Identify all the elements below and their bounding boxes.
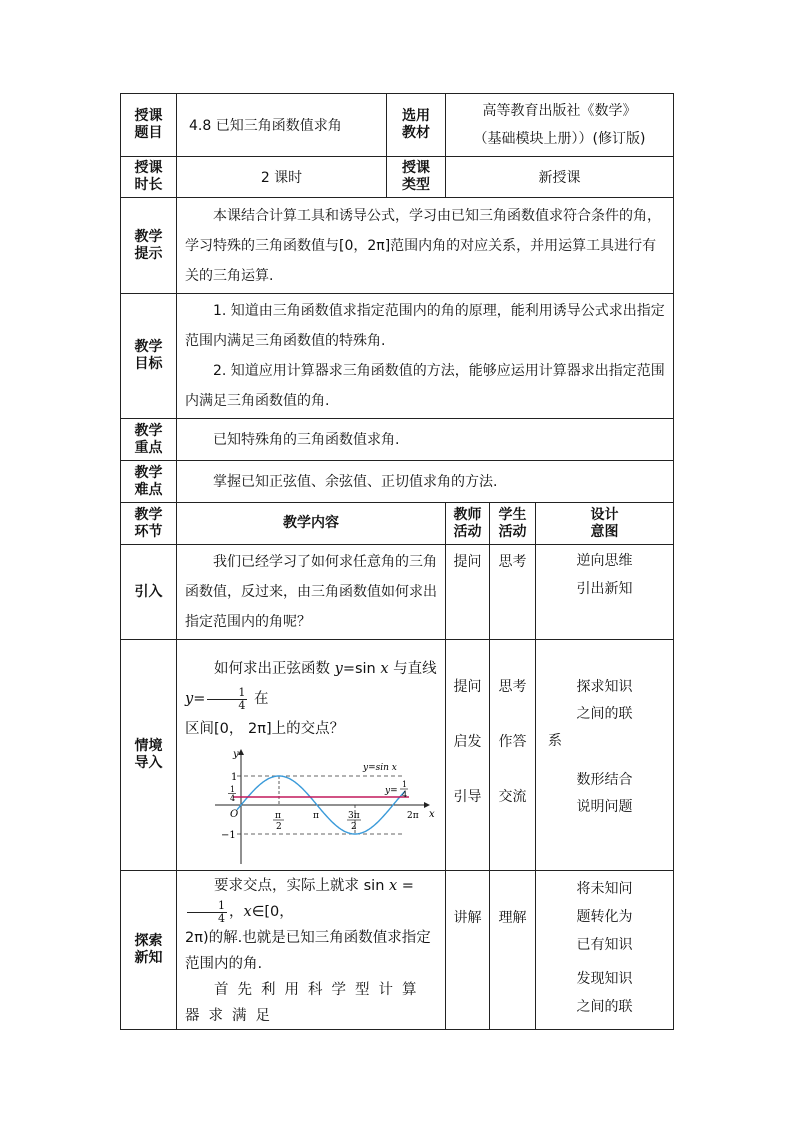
situation-row xyxy=(121,640,674,871)
origin-label: O xyxy=(230,809,239,820)
lesson-plan-table xyxy=(120,93,674,1030)
y-tick-quarter-num: 1 xyxy=(230,785,236,794)
lesson-type-value: 新授课 xyxy=(446,157,674,198)
stage-column-header: 教学 环节 xyxy=(121,503,177,545)
situation-design-intent: 探求知识 之间的联 系 数形结合 说明问题 xyxy=(536,640,674,871)
tips-row xyxy=(121,198,674,294)
situation-question: 如何求出正弦函数 y=sin x 与直线 y= $\frac{1}{4}$ 在 xyxy=(185,661,437,712)
x-tick-pi: π xyxy=(313,811,319,821)
sin-curve-label: y=sin x xyxy=(363,763,397,773)
situation-stage-label: 情境 导入 xyxy=(121,640,177,871)
x-axis-label: x xyxy=(429,809,435,820)
x-tick-pi-half-num: π xyxy=(275,811,281,821)
situation-student-activity: 思考 作答 交流 xyxy=(490,640,536,871)
x-tick-two-pi: 2π xyxy=(407,811,419,821)
intro-design-intent: 逆向思维 引出新知 xyxy=(536,545,674,640)
key-point-row xyxy=(121,419,674,461)
explore-paragraph-1: 要求交点，实际上就求 sin x = $\frac{1}{4}$ ，x∈[0， xyxy=(185,873,439,925)
goals-label: 教学 目标 xyxy=(121,294,177,419)
x-tick-three-pi-half-num: 3π xyxy=(348,811,360,821)
goals-text xyxy=(177,294,674,419)
textbook-value: 高等教育出版社《数学》 （基础模块上册））(修订版) xyxy=(446,94,674,157)
topic-label: 授课 题目 xyxy=(121,94,177,157)
x-tick-pi-half-den: 2 xyxy=(276,822,282,832)
explore-content xyxy=(177,871,446,1030)
intro-teacher-activity: 提问 xyxy=(446,545,490,640)
explore-student-activity: 理解 xyxy=(490,871,536,1030)
teacher-column-header: 教师 活动 xyxy=(446,503,490,545)
textbook-label: 选用 教材 xyxy=(387,94,446,157)
tips-label: 教学 提示 xyxy=(121,198,177,294)
explore-paragraph-2: 首先利用科学型计算器求满足 xyxy=(185,982,426,1024)
goal-item-2: 2. 知道应用计算器求三角函数值的方法，能够应运用计算器求出指定范围内满足三角函数值的角. xyxy=(185,363,665,409)
key-point-text: 已知特殊角的三角函数值求角. xyxy=(177,419,674,461)
quarter-fraction: $\frac{1}{4}$ xyxy=(207,687,247,712)
y-tick-quarter-den: 4 xyxy=(230,794,236,803)
line-label-den: 4 xyxy=(402,790,408,799)
explore-row xyxy=(121,871,674,1030)
intro-content: 我们已经学习了如何求任意角的三角函数值，反过来，由三角函数值如何求出指定范围内的角呢？ xyxy=(177,545,446,640)
situation-question-line2: 区间[0， 2π]上的交点？ xyxy=(185,721,345,737)
x-tick-three-pi-half-den: 2 xyxy=(351,822,357,832)
difficulty-row xyxy=(121,461,674,503)
intro-student-activity: 思考 xyxy=(490,545,536,640)
goal-item-1: 1. 知道由三角函数值求指定范围内的角的原理，能利用诱导公式求出指定范围内满足三角函数值的特殊角. xyxy=(185,303,665,349)
line-label-num: 1 xyxy=(402,780,408,789)
content-column-header: 教学内容 xyxy=(177,503,446,545)
design-column-header: 设计 意图 xyxy=(536,503,674,545)
situation-teacher-activity: 提问 启发 引导 xyxy=(446,640,490,871)
lesson-type-label: 授课 类型 xyxy=(387,157,446,198)
y-axis-label: y xyxy=(233,749,239,760)
topic-value: 4.8 已知三角函数值求角 xyxy=(177,94,387,157)
key-point-label: 教学 重点 xyxy=(121,419,177,461)
duration-value: 2 课时 xyxy=(177,157,387,198)
topic-row xyxy=(121,94,674,157)
situation-content xyxy=(177,640,446,871)
duration-label: 授课 时长 xyxy=(121,157,177,198)
explore-paragraph-1-line2: 2π)的解.也就是已知三角函数值求指定范围内的角. xyxy=(185,930,431,972)
sine-graph xyxy=(213,746,445,870)
explore-teacher-activity: 讲解 xyxy=(446,871,490,1030)
difficulty-text: 掌握已知正弦值、余弦值、正切值求角的方法. xyxy=(177,461,674,503)
y-tick-one: 1 xyxy=(231,772,238,783)
intro-stage-label: 引入 xyxy=(121,545,177,640)
intro-row xyxy=(121,545,674,640)
student-column-header: 学生 活动 xyxy=(490,503,536,545)
columns-header-row xyxy=(121,503,674,545)
line-label-lhs: y= xyxy=(385,786,398,796)
difficulty-label: 教学 难点 xyxy=(121,461,177,503)
explore-stage-label: 探索 新知 xyxy=(121,871,177,1030)
y-tick-minus-one: −1 xyxy=(221,830,236,841)
explore-design-intent: 将未知问 题转化为 已有知识 发现知识 之间的联 xyxy=(536,871,674,1030)
explore-quarter-fraction: $\frac{1}{4}$ xyxy=(187,900,227,925)
duration-row xyxy=(121,157,674,198)
goals-row xyxy=(121,294,674,419)
tips-text: 本课结合计算工具和诱导公式，学习由已知三角函数值求符合条件的角，学习特殊的三角函数值与[0，2π]范围内角的对应关系，并用运算工具进行有关的三角运算. xyxy=(177,198,674,294)
